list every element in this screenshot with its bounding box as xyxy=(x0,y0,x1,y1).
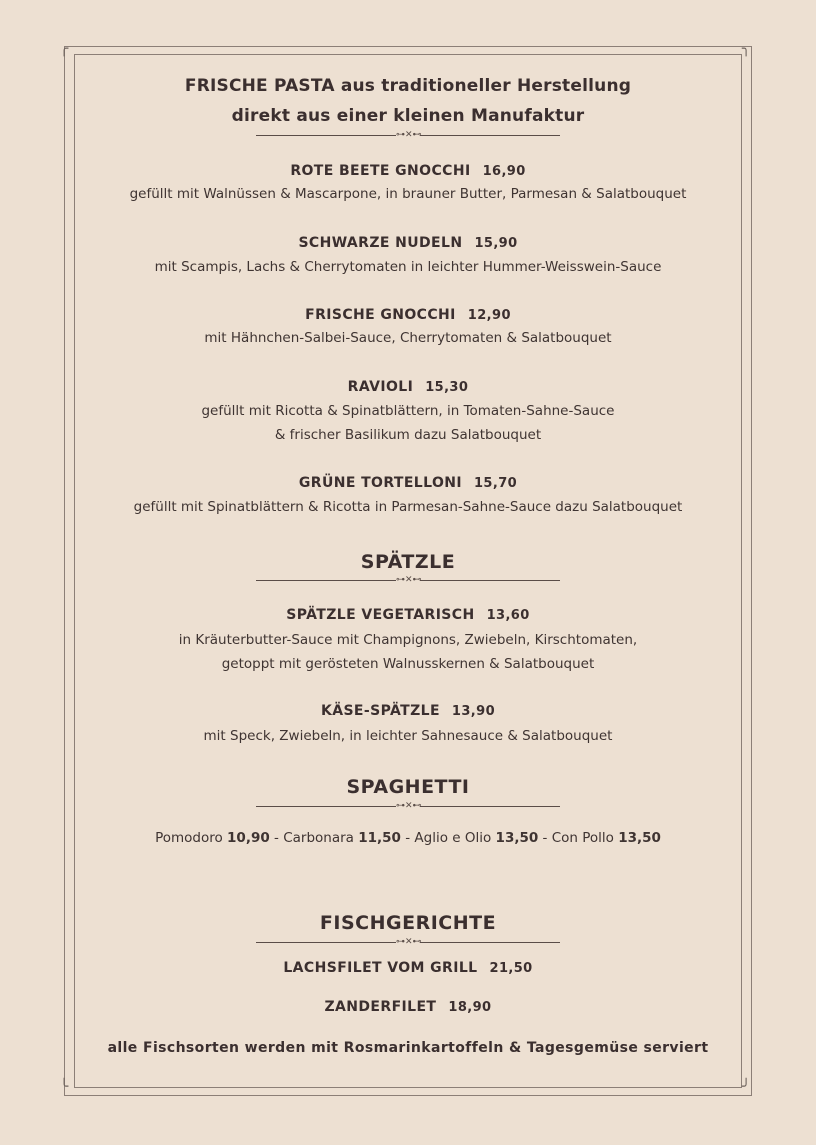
divider-ornament-icon: ⊶✕⊷ xyxy=(396,801,422,811)
dish-price: 12,90 xyxy=(467,308,511,323)
dish-name: LACHSFILET VOM GRILL xyxy=(283,960,478,976)
menu-item-title xyxy=(0,999,816,1015)
dish-price: 18,90 xyxy=(448,1000,492,1015)
separator: - xyxy=(538,830,552,846)
menu-item-title xyxy=(0,607,816,623)
dish-price: 21,50 xyxy=(489,961,533,976)
divider-ornament-icon: ⊶✕⊷ xyxy=(396,937,422,947)
corner-flourish-icon: ╭ xyxy=(60,41,69,57)
divider-ornament-icon: ⊶✕⊷ xyxy=(396,130,422,140)
dish-description: & frischer Basilikum dazu Salatbouquet xyxy=(274,427,542,443)
dish-price: 16,90 xyxy=(482,164,526,179)
page-subtitle: direkt aus einer kleinen Manufaktur xyxy=(231,106,585,126)
page-title: FRISCHE PASTA aus traditioneller Herstellung xyxy=(184,76,632,96)
dish-name: SPÄTZLE VEGETARISCH xyxy=(286,607,475,623)
dish-description: mit Hähnchen-Salbei-Sauce, Cherrytomaten & Salatbouquet xyxy=(204,330,612,346)
dish-price: 15,90 xyxy=(474,236,518,251)
menu-item-title xyxy=(0,475,816,491)
dish-description: gefüllt mit Walnüssen & Mascarpone, in brauner Butter, Parmesan & Salatbouquet xyxy=(129,186,687,202)
spaghetti-name: Aglio e Olio xyxy=(414,830,492,846)
spaghetti-options xyxy=(0,830,816,846)
corner-flourish-icon: ╯ xyxy=(742,1079,751,1095)
dish-name: FRISCHE GNOCCHI xyxy=(305,307,456,323)
dish-description: gefüllt mit Ricotta & Spinatblättern, in Tomaten-Sahne-Sauce xyxy=(201,403,615,419)
dish-description: mit Speck, Zwiebeln, in leichter Sahnesauce & Salatbouquet xyxy=(203,728,613,744)
spaghetti-name: Pomodoro xyxy=(155,830,223,846)
dish-name: KÄSE-SPÄTZLE xyxy=(320,703,440,719)
menu-item-title xyxy=(0,379,816,395)
section-heading: SPÄTZLE xyxy=(360,551,456,573)
menu-item-title xyxy=(0,235,816,251)
dish-price: 15,70 xyxy=(473,476,518,491)
corner-flourish-icon: ╰ xyxy=(60,1079,69,1095)
corner-flourish-icon: ╮ xyxy=(742,41,751,57)
dish-name: ROTE BEETE GNOCCHI xyxy=(290,163,471,179)
dish-description: in Kräuterbutter-Sauce mit Champignons, Zwiebeln, Kirschtomaten, xyxy=(178,632,638,648)
dish-name: SCHWARZE NUDELN xyxy=(298,235,463,251)
spaghetti-price: 13,50 xyxy=(618,830,661,846)
separator: - xyxy=(269,830,284,846)
spaghetti-price: 11,50 xyxy=(358,830,401,846)
dish-description: getoppt mit gerösteten Walnusskernen & Salatbouquet xyxy=(221,656,595,672)
section-heading: SPAGHETTI xyxy=(346,776,470,798)
menu-item-title xyxy=(0,163,816,179)
spaghetti-price: 13,50 xyxy=(495,830,539,846)
dish-description: mit Scampis, Lachs & Cherrytomaten in leichter Hummer-Weisswein-Sauce xyxy=(154,259,662,275)
divider-ornament-icon: ⊶✕⊷ xyxy=(396,575,422,585)
dish-price: 15,30 xyxy=(425,380,469,395)
dish-description: gefüllt mit Spinatblättern & Ricotta in Parmesan-Sahne-Sauce dazu Salatbouquet xyxy=(133,499,683,515)
separator: - xyxy=(400,830,415,846)
dish-name: RAVIOLI xyxy=(347,379,414,395)
menu-item-title xyxy=(0,960,816,976)
section-heading: FISCHGERICHTE xyxy=(319,912,497,934)
dish-name: GRÜNE TORTELLONI xyxy=(298,475,462,491)
spaghetti-name: Carbonara xyxy=(283,830,354,846)
fish-note: alle Fischsorten werden mit Rosmarinkartoffeln & Tagesgemüse serviert xyxy=(107,1040,709,1056)
menu-item-title xyxy=(0,703,816,719)
spaghetti-name: Con Pollo xyxy=(551,830,614,846)
spaghetti-price: 10,90 xyxy=(227,830,270,846)
dish-name: ZANDERFILET xyxy=(324,999,437,1015)
menu-item-title xyxy=(0,307,816,323)
dish-price: 13,60 xyxy=(486,608,530,623)
dish-price: 13,90 xyxy=(451,704,496,719)
